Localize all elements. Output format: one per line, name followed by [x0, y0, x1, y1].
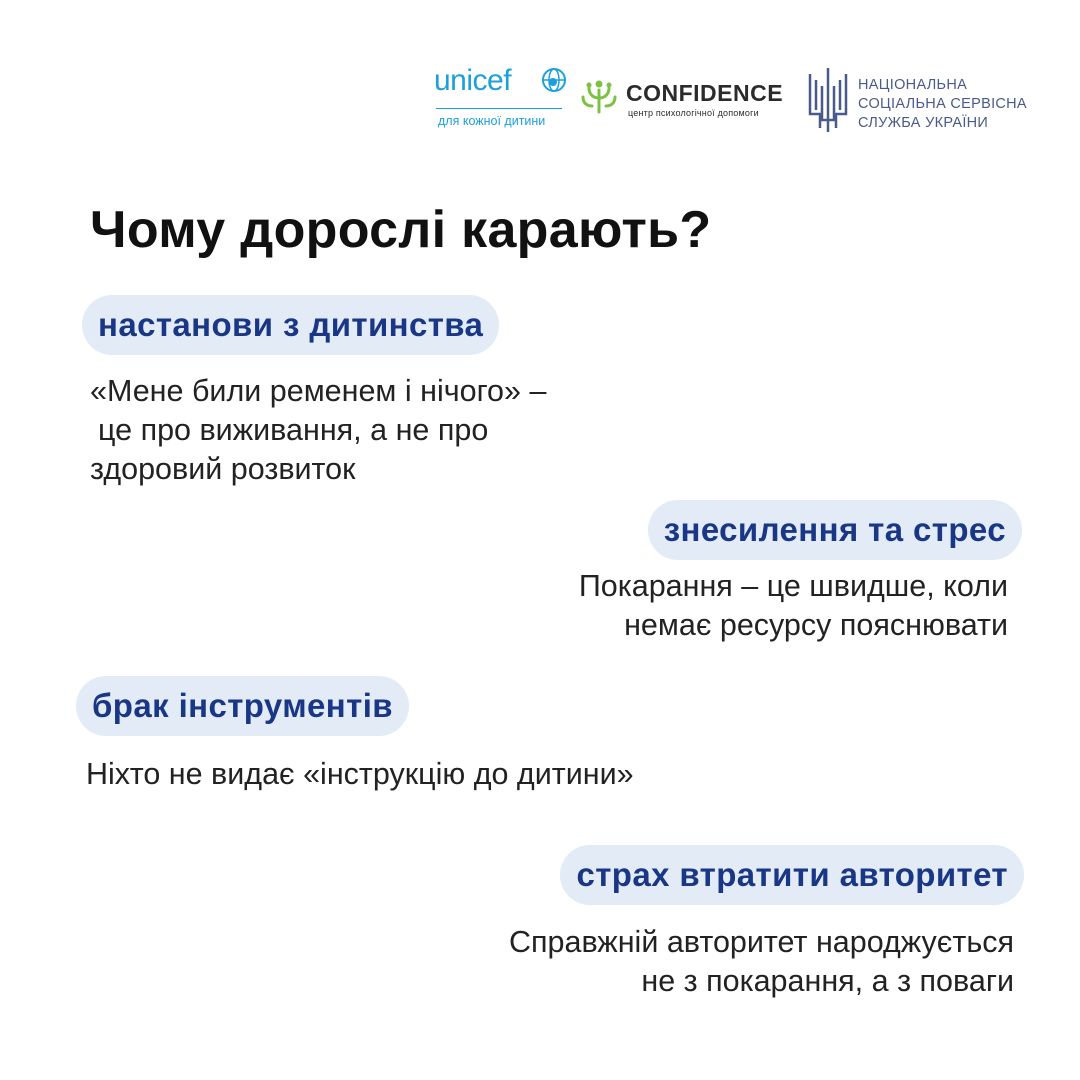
unicef-logo: [434, 64, 574, 128]
description-line: здоровий розвиток: [90, 452, 356, 486]
confidence-logo: [580, 74, 790, 134]
unicef-tagline: для кожної дитини: [438, 114, 546, 128]
partner-logos: [430, 60, 1050, 150]
reason-pill: знесилення та стрес: [648, 500, 1022, 560]
nssu-line: НАЦІОНАЛЬНА: [858, 77, 968, 93]
reason-pill: страх втратити авторитет: [560, 845, 1024, 905]
unicef-wordmark: unicef: [434, 64, 512, 97]
description-line: «Мене били ременем і нічого» –: [90, 374, 547, 408]
reason-description: [90, 372, 546, 489]
trident-emblem-icon: [806, 66, 850, 136]
reason-description: [579, 567, 1008, 645]
nssu-logo: [806, 66, 1046, 146]
confidence-subtitle: центр психологічної допомоги: [628, 108, 759, 118]
confidence-wordmark: CONFIDENCE: [626, 80, 784, 106]
nssu-name: [858, 76, 1027, 133]
reason-pill: настанови з дитинства: [82, 295, 499, 355]
reason-pill: брак інструментів: [76, 676, 409, 736]
nssu-line: СОЦІАЛЬНА СЕРВІСНА: [858, 96, 1027, 112]
description-line: це про виживання, а не про: [98, 413, 489, 447]
description-line: Покарання – це швидше, коли: [578, 569, 1008, 603]
reason-description: [509, 923, 1014, 1001]
unicef-globe-icon: [540, 66, 568, 94]
reason-description: [86, 755, 634, 794]
description-line: Справжній авторитет народжується: [508, 925, 1014, 959]
description-line: немає ресурсу пояснювати: [624, 608, 1008, 642]
confidence-sprout-icon: [580, 76, 618, 116]
nssu-line: СЛУЖБА УКРАЇНИ: [858, 115, 989, 131]
description-line: Ніхто не видає «інструкцію до дитини»: [86, 757, 634, 791]
description-line: не з покарання, а з поваги: [641, 964, 1014, 998]
unicef-rule: [436, 108, 562, 109]
page-title: Чому дорослі карають?: [90, 201, 712, 259]
